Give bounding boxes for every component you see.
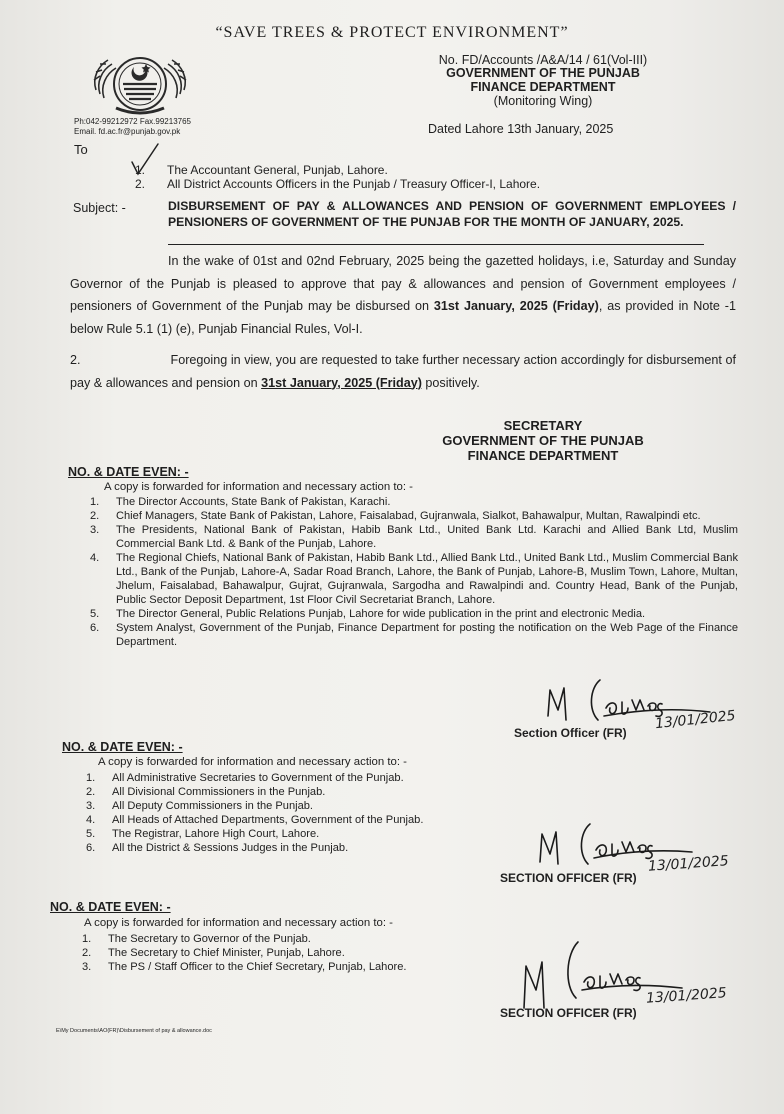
endorsement-1-list: [90, 495, 738, 649]
phone-fax: Ph:042-99212972 Fax.99213765: [74, 117, 191, 126]
list-item: 2. All Divisional Commissioners in the Punjab.: [86, 786, 326, 798]
list-item: 3. The PS / Staff Officer to the Chief Secretary, Punjab, Lahore.: [82, 961, 407, 973]
reference-number: No. FD/Accounts /A&A/14 / 61(Vol-III): [438, 53, 648, 67]
to-label: To: [74, 142, 88, 157]
email-address: Email. fd.ac.fr@punjab.gov.pk: [74, 127, 181, 136]
list-item: 2. Chief Managers, State Bank of Pakistan, Lahore, Faisalabad, Gujranwala, Sialkot, Bahawalpur, Multan, Rawalpindi etc.: [90, 510, 701, 522]
list-item: 3. The Presidents, National Bank of Pakistan, Habib Bank Ltd., United Bank Ltd. Karachi and Allied Bank Ltd, Muslim Commercial Bank Ltd. & Bank of the Punjab, Lahore.: [90, 524, 738, 550]
recipient-1: 1. The Accountant General, Punjab, Lahore.: [135, 163, 388, 177]
dated-line: Dated Lahore 13th January, 2025: [428, 122, 614, 136]
department-heading: FINANCE DEPARTMENT: [470, 80, 616, 94]
motto: “SAVE TREES & PROTECT ENVIRONMENT”: [215, 24, 569, 41]
list-item: 3. All Deputy Commissioners in the Punjab.: [86, 800, 314, 812]
list-item: 6. System Analyst, Government of the Punjab, Finance Department for posting the notification on the Web Page of the Finance Department.: [90, 622, 738, 648]
list-item: 1. All Administrative Secretaries to Government of the Punjab.: [86, 772, 404, 784]
list-item: 5. The Director General, Public Relations Punjab, Lahore for wide publication in the print and electronic Media.: [90, 608, 646, 620]
subject-text: DISBURSEMENT OF PAY & ALLOWANCES AND PENSION OF GOVERNMENT EMPLOYEES / PENSIONERS OF GOVERNMENT OF THE PUNJAB FOR THE MONTH OF JANUARY, 2025.: [168, 199, 736, 229]
punjab-emblem-logo: [88, 50, 192, 118]
list-item: 5. The Registrar, Lahore High Court, Lahore.: [86, 828, 320, 840]
secretary-department: FINANCE DEPARTMENT: [467, 448, 619, 463]
endorsement-2-officer: SECTION OFFICER (FR): [500, 871, 637, 885]
recipient-2: 2. All District Accounts Officers in the Punjab / Treasury Officer-I, Lahore.: [135, 177, 541, 191]
endorsement-2-title: NO. & DATE EVEN: -: [62, 740, 183, 754]
list-item: 4. The Regional Chiefs, National Bank of Pakistan, Habib Bank Ltd., Allied Bank Ltd., United Bank Ltd., Muslim Commercial Bank Ltd., Bank of the Punjab, Lahore-A, Sadar Road Branch, Lahore, the Bank of Punjab, Lahore-B, Muslim Town, Lahore, Multan, Jhelum, Faisalabad, Bahawalpur, Gujrat, Gujranwala, Sargodha and Rawalpindi and. Country Head, Bank of the Punjab, Public Sector Deposit Department, 1st Floor Civil Secretariat Branch, Lahore.: [90, 552, 738, 606]
endorsement-3-officer: SECTION OFFICER (FR): [500, 1006, 637, 1020]
list-item: 4. All Heads of Attached Departments, Government of the Punjab.: [86, 814, 424, 826]
government-heading: GOVERNMENT OF THE PUNJAB: [446, 66, 640, 80]
signature-1-date: 13/01/2025: [654, 707, 737, 733]
signature-2-date: 13/01/2025: [647, 853, 730, 875]
list-item: 6. All the District & Sessions Judges in the Punjab.: [86, 842, 349, 854]
endorsement-2-intro: A copy is forwarded for information and necessary action to: -: [98, 756, 407, 768]
secretary-government: GOVERNMENT OF THE PUNJAB: [442, 433, 644, 448]
endorsement-1-intro: A copy is forwarded for information and necessary action to: -: [104, 481, 413, 493]
endorsement-3-title: NO. & DATE EVEN: -: [50, 900, 171, 914]
list-item: 1. The Director Accounts, State Bank of Pakistan, Karachi.: [90, 496, 391, 508]
subject-label: Subject: -: [73, 201, 126, 215]
body-paragraph-1: In the wake of 01st and 02nd February, 2025 being the gazetted holidays, i.e, Saturday and Sunday Governor of the Punjab is pleased to approve that pay & allowances and pension of Government employees / pensioners of Government of the Punjab may be disbursed on 31st January, 2025 (Friday), as provided in Note -1 below Rule 5.1 (1) (e), Punjab Financial Rules, Vol-I.: [70, 254, 736, 336]
file-path-footer: E\My Documents\AO(FR)\Disbursement of pay & allowance.doc: [56, 1028, 212, 1034]
endorsement-1-officer: Section Officer (FR): [514, 726, 627, 740]
subject-underline: [168, 244, 704, 245]
body-paragraph-2: 2. Foregoing in view, you are requested to take further necessary action accordingly for disbursement of pay & allowances and pension on 31st January, 2025 (Friday) positively.: [70, 353, 736, 390]
wing-heading: (Monitoring Wing): [493, 94, 593, 108]
endorsement-2-list: [86, 771, 506, 855]
endorsement-1-title: NO. & DATE EVEN: -: [68, 465, 189, 479]
endorsement-3-intro: A copy is forwarded for information and necessary action to: -: [84, 917, 393, 929]
secretary-title: SECRETARY: [503, 418, 583, 433]
signature-3-date: 13/01/2025: [645, 985, 728, 1007]
list-item: 1. The Secretary to Governor of the Punjab.: [82, 933, 311, 945]
endorsement-3-list: [82, 932, 502, 974]
list-item: 2. The Secretary to Chief Minister, Punjab, Lahore.: [82, 947, 345, 959]
